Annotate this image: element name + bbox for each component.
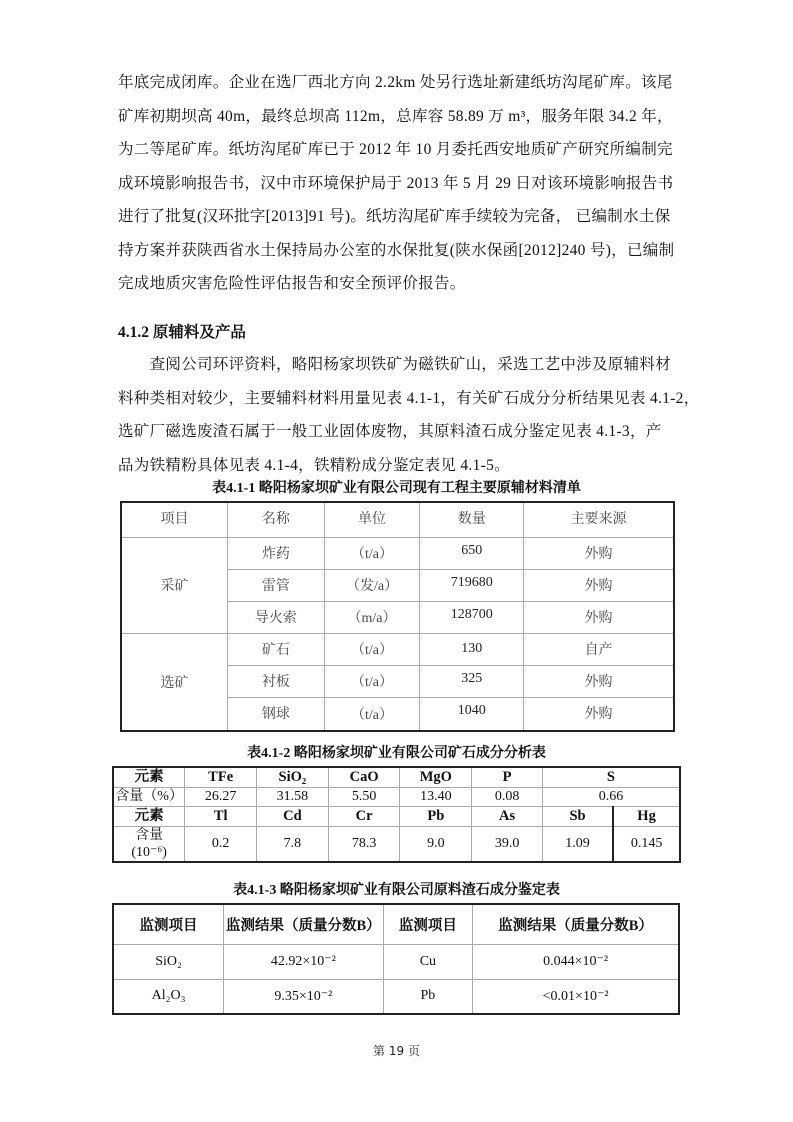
table3-caption: 表4.1-3 略阳杨家坝矿业有限公司原料渣石成分鉴定表 <box>233 883 560 898</box>
name-cell: 雷管 <box>228 569 325 601</box>
name-cell: 炸药 <box>228 537 325 569</box>
table-row <box>113 979 679 1014</box>
source-cell: 外购 <box>524 601 674 633</box>
element-cell: TFe <box>185 767 257 787</box>
unit-cell: （t/a） <box>324 697 420 731</box>
unit-cell: （t/a） <box>324 537 420 569</box>
paragraph-tailings <box>118 66 678 301</box>
unit-cell: （发/a） <box>324 569 420 601</box>
header-cell: 监测结果（质量分数B） <box>224 904 384 944</box>
element-cell: Cd <box>257 806 329 826</box>
value-cell: 0.145 <box>613 826 680 862</box>
quantity-cell: 1040 <box>420 697 524 731</box>
paragraph-materials <box>118 348 700 482</box>
table-header-row <box>121 502 674 537</box>
value-cell: 7.8 <box>257 826 329 862</box>
element-cell: As <box>472 806 543 826</box>
header-cell: 监测项目 <box>383 904 473 944</box>
header-cell: 项目 <box>121 502 228 537</box>
materials-table <box>120 501 675 732</box>
table-row <box>113 944 679 979</box>
name-cell: 导火索 <box>228 601 325 633</box>
row-label-unit: (10⁻⁶) <box>131 844 167 860</box>
text-line: 进行了批复(汉环批字[2013]91 号)。纸坊沟尾矿库手续较为完备， 已编制水土保 <box>118 208 671 225</box>
result-cell: 42.92×10⁻² <box>224 944 384 979</box>
value-cell: 26.27 <box>185 787 257 806</box>
name-cell: 钢球 <box>228 697 325 731</box>
table-row <box>121 537 674 569</box>
table-row <box>121 633 674 665</box>
unit-cell: （t/a） <box>324 633 420 665</box>
header-cell: 数量 <box>420 502 524 537</box>
table-row <box>113 826 680 862</box>
value-cell: 0.08 <box>472 787 543 806</box>
item-cell: Pb <box>383 979 473 1014</box>
element-cell: S <box>542 767 680 787</box>
text-line: 持方案并获陕西省水土保持局办公室的水保批复(陕水保函[2012]240 号)，已编制 <box>118 241 675 259</box>
row-label <box>113 826 185 862</box>
value-cell: 9.0 <box>400 826 472 862</box>
table-row <box>113 806 680 826</box>
value-cell: 0.2 <box>185 826 257 862</box>
page-number: 第 19 页 <box>373 1044 420 1058</box>
header-cell: 监测项目 <box>113 904 224 944</box>
text-line: 成环境影响报告书，汉中市环境保护局于 2013 年 5 月 29 日对该环境影响报告书 <box>118 174 674 192</box>
element-cell: Sb <box>542 806 613 826</box>
quantity-cell: 130 <box>420 633 524 665</box>
value-cell: 0.66 <box>542 787 680 806</box>
unit-cell: （t/a） <box>324 665 420 697</box>
source-cell: 自产 <box>524 633 674 665</box>
element-cell: Tl <box>185 806 257 826</box>
header-cell: 单位 <box>324 502 420 537</box>
text-line: 矿库初期坝高 40m，最终总坝高 112m，总库容 58.89 万 m³，服务年限 34.2 年， <box>118 107 673 125</box>
row-label-main: 含量 <box>135 827 164 843</box>
row-label: 含量（%） <box>113 787 185 806</box>
item-cell: Al₂O₃ <box>113 979 224 1014</box>
element-cell: Pb <box>400 806 472 826</box>
value-cell: 31.58 <box>257 787 329 806</box>
text-line: 查阅公司环评资料，略阳杨家坝铁矿为磁铁矿山，采选工艺中涉及原辅料材 <box>118 356 672 373</box>
quantity-cell: 719680 <box>420 569 524 601</box>
source-cell: 外购 <box>524 665 674 697</box>
item-cell: SiO₂ <box>113 944 224 979</box>
text-line: 年底完成闭库。企业在选厂西北方向 2.2km 处另行选址新建纸坊沟尾矿库。该尾 <box>118 74 673 91</box>
row-label: 元素 <box>113 806 185 826</box>
table1-caption: 表4.1-1 略阳杨家坝矿业有限公司现有工程主要原辅材料清单 <box>212 481 581 496</box>
name-cell: 矿石 <box>228 633 325 665</box>
element-cell: SiO₂ <box>257 767 329 787</box>
item-cell: Cu <box>383 944 473 979</box>
category-cell: 选矿 <box>121 633 228 731</box>
header-cell: 名称 <box>228 502 325 537</box>
row-label: 元素 <box>113 767 185 787</box>
table2-caption: 表4.1-2 略阳杨家坝矿业有限公司矿石成分分析表 <box>247 746 546 761</box>
element-cell: P <box>472 767 543 787</box>
text-line: 完成地质灾害危险性评估报告和安全预评价报告。 <box>118 275 466 292</box>
slag-analysis-table <box>112 903 680 1015</box>
element-cell: CaO <box>328 767 400 787</box>
element-cell: MgO <box>400 767 472 787</box>
text-line: 为二等尾矿库。纸坊沟尾矿库已于 2012 年 10 月委托西安地质矿产研究所编制完 <box>118 141 673 158</box>
name-cell: 衬板 <box>228 665 325 697</box>
header-cell: 监测结果（质量分数B） <box>473 904 679 944</box>
value-cell: 5.50 <box>328 787 400 806</box>
ore-analysis-table <box>112 766 681 863</box>
quantity-cell: 128700 <box>420 601 524 633</box>
quantity-cell: 650 <box>420 537 524 569</box>
source-cell: 外购 <box>524 569 674 601</box>
element-cell: Cr <box>328 806 400 826</box>
result-cell: 9.35×10⁻² <box>224 979 384 1014</box>
table-row <box>113 787 680 806</box>
section-heading: 4.1.2 原辅料及产品 <box>118 324 246 341</box>
element-cell: Hg <box>613 806 680 826</box>
value-cell: 78.3 <box>328 826 400 862</box>
unit-cell: （m/a） <box>324 601 420 633</box>
table-header-row <box>113 904 679 944</box>
category-cell: 采矿 <box>121 537 228 633</box>
text-line: 料种类相对较少，主要辅料材料用量见表 4.1-1，有关矿石成分分析结果见表 4.1-2， <box>118 389 700 407</box>
header-cell: 主要来源 <box>524 502 674 537</box>
text-line: 品为铁精粉具体见表 4.1-4，铁精粉成分鉴定表见 4.1-5。 <box>118 456 510 474</box>
source-cell: 外购 <box>524 697 674 731</box>
value-cell: 1.09 <box>542 826 613 862</box>
text-line: 选矿厂磁选废渣石属于一般工业固体废物，其原料渣石成分鉴定见表 4.1-3，产 <box>118 423 662 440</box>
source-cell: 外购 <box>524 537 674 569</box>
quantity-cell: 325 <box>420 665 524 697</box>
value-cell: 13.40 <box>400 787 472 806</box>
value-cell: 39.0 <box>472 826 543 862</box>
result-cell: 0.044×10⁻² <box>473 944 679 979</box>
result-cell: <0.01×10⁻² <box>473 979 679 1014</box>
table-row <box>113 767 680 787</box>
